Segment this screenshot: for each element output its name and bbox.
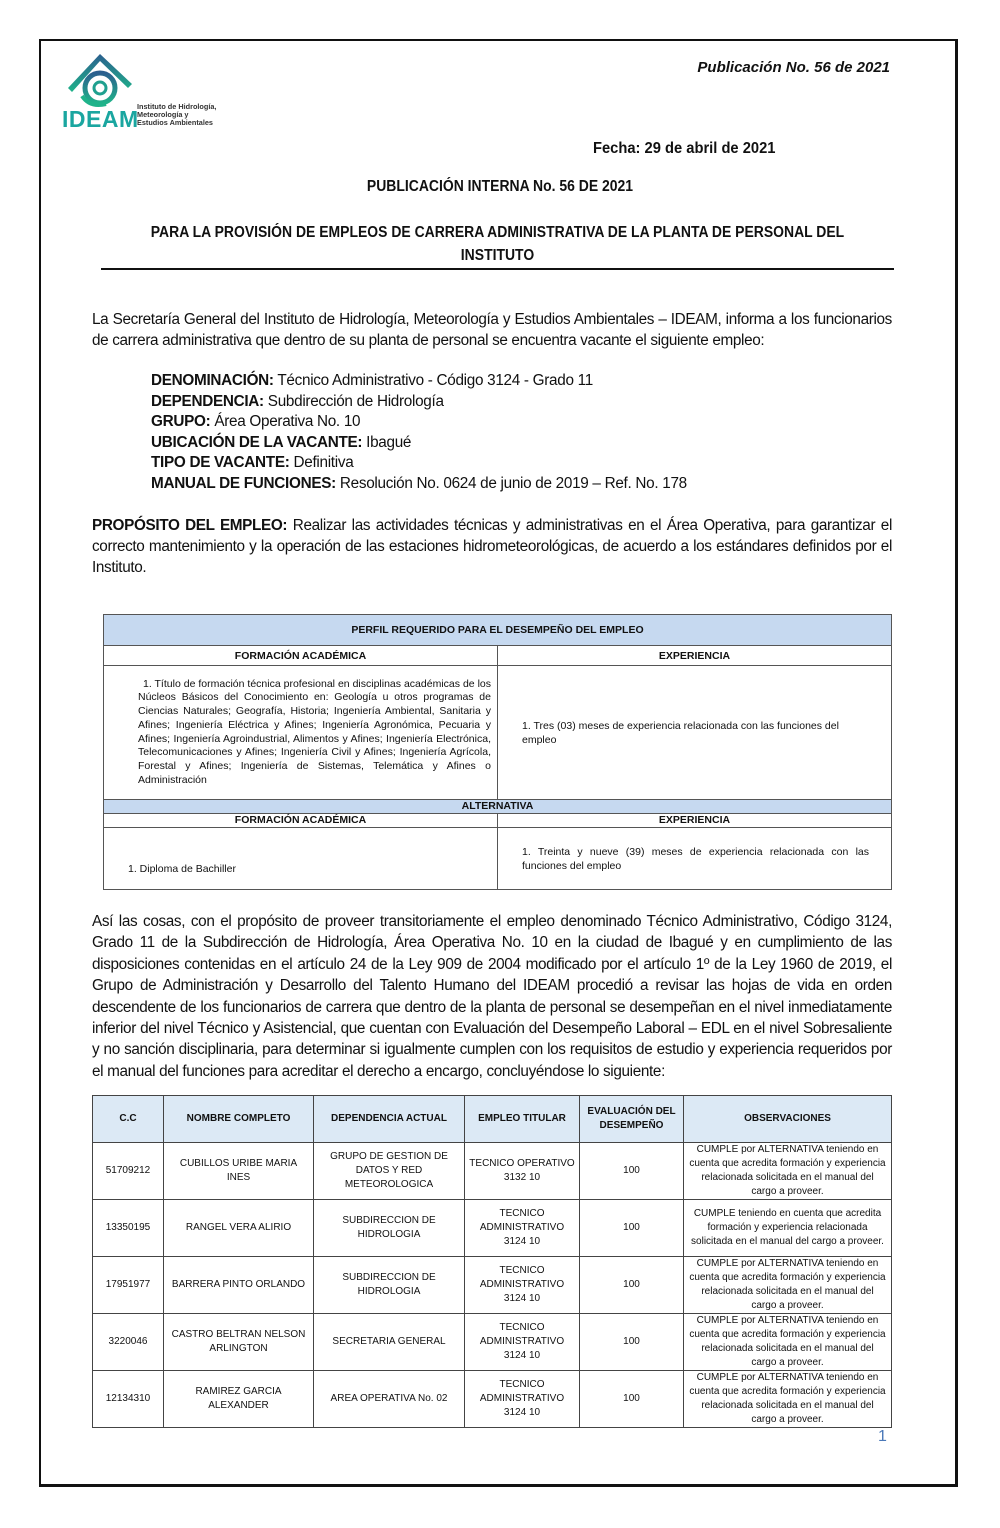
alternative-title-row — [104, 800, 892, 814]
profile-table-title-row — [104, 615, 892, 646]
cell-dependencia: SECRETARIA GENERAL — [314, 1314, 465, 1371]
cell-observaciones: CUMPLE por ALTERNATIVA teniendo en cuenta que acredita formación y experiencia relacionada solicitada en el manual del cargo a proveer. — [684, 1143, 892, 1200]
field-grupo — [151, 412, 687, 433]
cell-dependencia: SUBDIRECCION DE HIDROLOGIA — [314, 1257, 465, 1314]
cell-empleo: TECNICO ADMINISTRATIVO 3124 10 — [465, 1200, 580, 1257]
cell-nombre: CUBILLOS URIBE MARIA INES — [164, 1143, 314, 1200]
cell-cc: 51709212 — [93, 1143, 164, 1200]
purpose-paragraph — [92, 515, 892, 578]
table-row — [93, 1314, 892, 1371]
page-number: 1 — [878, 1428, 887, 1445]
cell-nombre: BARRERA PINTO ORLANDO — [164, 1257, 314, 1314]
alt-formacion-cell: 1. Diploma de Bachiller — [104, 828, 498, 890]
cell-cc: 3220046 — [93, 1314, 164, 1371]
field-label: MANUAL DE FUNCIONES: — [151, 474, 336, 492]
table-row — [93, 1257, 892, 1314]
field-value: Área Operativa No. 10 — [210, 413, 361, 430]
column-header-formacion: FORMACIÓN ACADÉMICA — [104, 646, 498, 666]
cell-observaciones: CUMPLE por ALTERNATIVA teniendo en cuenta que acredita formación y experiencia relacionada solicitada en el manual del cargo a proveer. — [684, 1257, 892, 1314]
column-header-dependencia: DEPENDENCIA ACTUAL — [314, 1096, 465, 1143]
logo-subtitle — [137, 103, 216, 127]
document-title: PUBLICACIÓN INTERNA No. 56 DE 2021 — [366, 178, 634, 195]
candidates-table — [92, 1095, 892, 1428]
profile-table-row — [104, 666, 892, 800]
column-header-empleo: EMPLEO TITULAR — [465, 1096, 580, 1143]
column-header-cc: C.C — [93, 1096, 164, 1143]
column-header-experiencia: EXPERIENCIA — [498, 646, 892, 666]
cell-evaluacion: 100 — [580, 1143, 684, 1200]
conclusion-paragraph: Así las cosas, con el propósito de proveer transitoriamente el empleo denominado Técnico Administrativo, Código 3124, Grado 11 de la Subdirección de Hidrología, Área Operativa No. 10 en la ciudad de Ibagué y en cumplimiento de las disposiciones contenidas en el artículo 24 de la Ley 909 de 2004 modificado por el artículo 1º de la Ley 1960 de 2019, el Grupo de Administración y Desarrollo del Talento Humano del IDEAM procedió a revisar las hojas de vida en orden descendente de los funcionarios de carrera que dentro de la planta de personal se desempeñan en el nivel inmediatamente inferior del nivel Técnico y Asistencial, que cuentan con Evaluación del Desempeño Laboral – EDL en el nivel Sobresaliente y no sanción disciplinaria, para determinar si igualmente cumplen con los requisitos de estudio y experiencia requeridos por el manual del funciones para acreditar el derecho a encargo, concluyéndose lo siguiente: — [92, 913, 892, 1080]
profile-table-title: PERFIL REQUERIDO PARA EL DESEMPEÑO DEL EMPLEO — [104, 615, 892, 646]
cell-evaluacion: 100 — [580, 1200, 684, 1257]
alt-column-header-experiencia: EXPERIENCIA — [498, 814, 892, 828]
field-dependencia — [151, 392, 687, 413]
cell-evaluacion: 100 — [580, 1314, 684, 1371]
table-row — [93, 1371, 892, 1428]
logo-acronym: IDEAM — [62, 106, 139, 132]
field-value: Técnico Administrativo - Código 3124 - Grado 11 — [273, 372, 593, 389]
field-label: GRUPO: — [151, 413, 211, 430]
field-ubicacion — [151, 433, 687, 454]
profile-table — [103, 614, 892, 890]
table-row — [93, 1143, 892, 1200]
logo-subtitle-line: Meteorología y — [137, 110, 189, 119]
column-header-nombre: NOMBRE COMPLETO — [164, 1096, 314, 1143]
cell-evaluacion: 100 — [580, 1371, 684, 1428]
cell-empleo: TECNICO ADMINISTRATIVO 3124 10 — [465, 1371, 580, 1428]
logo-subtitle-line: Instituto de Hidrología, — [137, 102, 217, 111]
alt-column-header-formacion: FORMACIÓN ACADÉMICA — [104, 814, 498, 828]
field-denominacion — [151, 371, 687, 392]
column-header-observaciones: OBSERVACIONES — [684, 1096, 892, 1143]
field-value: Subdirección de Hidrología — [263, 392, 444, 410]
field-label: DENOMINACIÓN: — [151, 372, 274, 389]
candidates-header-row — [93, 1096, 892, 1143]
cell-cc: 17951977 — [93, 1257, 164, 1314]
alt-experiencia-cell: 1. Treinta y nueve (39) meses de experiencia relacionada con las funciones del empleo — [498, 828, 892, 890]
cell-observaciones: CUMPLE por ALTERNATIVA teniendo en cuenta que acredita formación y experiencia relacionada solicitada en el manual del cargo a proveer. — [684, 1371, 892, 1428]
cell-empleo: TECNICO OPERATIVO 3132 10 — [465, 1143, 580, 1200]
cell-observaciones: CUMPLE teniendo en cuenta que acredita formación y experiencia relacionada solicitada en el manual del cargo a proveer. — [684, 1200, 892, 1257]
alternative-title: ALTERNATIVA — [104, 800, 892, 814]
cell-cc: 12134310 — [93, 1371, 164, 1428]
intro-paragraph: La Secretaría General del Instituto de Hidrología, Meteorología y Estudios Ambientales – IDEAM, informa a los funcionarios de carrera administrativa que dentro de su planta de personal se encuentra vacante el siguiente empleo: — [92, 311, 892, 349]
cell-empleo: TECNICO ADMINISTRATIVO 3124 10 — [465, 1257, 580, 1314]
formacion-cell: 1. Título de formación técnica profesional en disciplinas académicas de los Núcleos Básicos del Conocimiento en: Geología u otros programas de Ciencias Naturales; Geografía, Historia; Ingeniería Ambiental, Sanitaria y Afines; Ingeniería Eléctrica y Afines; Ingeniería Agronómica, Pecuaria y Afines; Ingeniería Agroindustrial, Alimentos y Afines; Ingeniería Electrónica, Telecomunicaciones y Afines; Ingeniería Civil y Afines; Ingeniería Agrícola, Forestal y Afines; Ingeniería de Sistemas, Telemática y Afines o Administración — [104, 666, 498, 800]
column-header-evaluacion: EVALUACIÓN DEL DESEMPEÑO — [580, 1096, 684, 1143]
title-divider — [101, 268, 894, 270]
alternative-header-row — [104, 814, 892, 828]
cell-dependencia: SUBDIRECCION DE HIDROLOGIA — [314, 1200, 465, 1257]
experiencia-cell: 1. Tres (03) meses de experiencia relacionada con las funciones del empleo — [498, 666, 892, 800]
cell-nombre: RAMIREZ GARCIA ALEXANDER — [164, 1371, 314, 1428]
document-date: Fecha: 29 de abril de 2021 — [593, 140, 776, 157]
purpose-label: PROPÓSITO DEL EMPLEO: — [92, 517, 288, 534]
table-row — [93, 1200, 892, 1257]
field-label: UBICACIÓN DE LA VACANTE: — [151, 433, 363, 451]
field-value: Ibagué — [362, 433, 412, 451]
cell-nombre: RANGEL VERA ALIRIO — [164, 1200, 314, 1257]
cell-observaciones: CUMPLE por ALTERNATIVA teniendo en cuenta que acredita formación y experiencia relacionada solicitada en el manual del cargo a proveer. — [684, 1314, 892, 1371]
document-subtitle-text: PARA LA PROVISIÓN DE EMPLEOS DE CARRERA ADMINISTRATIVA DE LA PLANTA DE PERSONAL DEL INSTITUTO — [150, 224, 845, 264]
alternative-row — [104, 828, 892, 890]
field-manual-funciones — [151, 474, 687, 495]
profile-table-header-row — [104, 646, 892, 666]
field-tipo-vacante — [151, 453, 687, 474]
field-value: Definitiva — [289, 454, 354, 471]
purpose-text: Realizar las actividades técnicas y administrativas en el Área Operativa, para garantizar el correcto mantenimiento y la operación de las estaciones hidrometeorológicas, de acuerdo a los estándares definidos por el Instituto. — [92, 517, 892, 576]
publication-reference: Publicación No. 56 de 2021 — [697, 59, 890, 76]
cell-evaluacion: 100 — [580, 1257, 684, 1314]
cell-cc: 13350195 — [93, 1200, 164, 1257]
document-subtitle — [100, 221, 895, 267]
field-value: Resolución No. 0624 de junio de 2019 – Ref. No. 178 — [335, 474, 687, 492]
cell-empleo: TECNICO ADMINISTRATIVO 3124 10 — [465, 1314, 580, 1371]
cell-nombre: CASTRO BELTRAN NELSON ARLINGTON — [164, 1314, 314, 1371]
cell-dependencia: AREA OPERATIVA No. 02 — [314, 1371, 465, 1428]
logo-subtitle-line: Estudios Ambientales — [137, 118, 213, 127]
vacancy-fields — [151, 371, 687, 494]
field-label: TIPO DE VACANTE: — [151, 454, 290, 471]
field-label: DEPENDENCIA: — [151, 392, 264, 410]
cell-dependencia: GRUPO DE GESTION DE DATOS Y RED METEOROLOGICA — [314, 1143, 465, 1200]
